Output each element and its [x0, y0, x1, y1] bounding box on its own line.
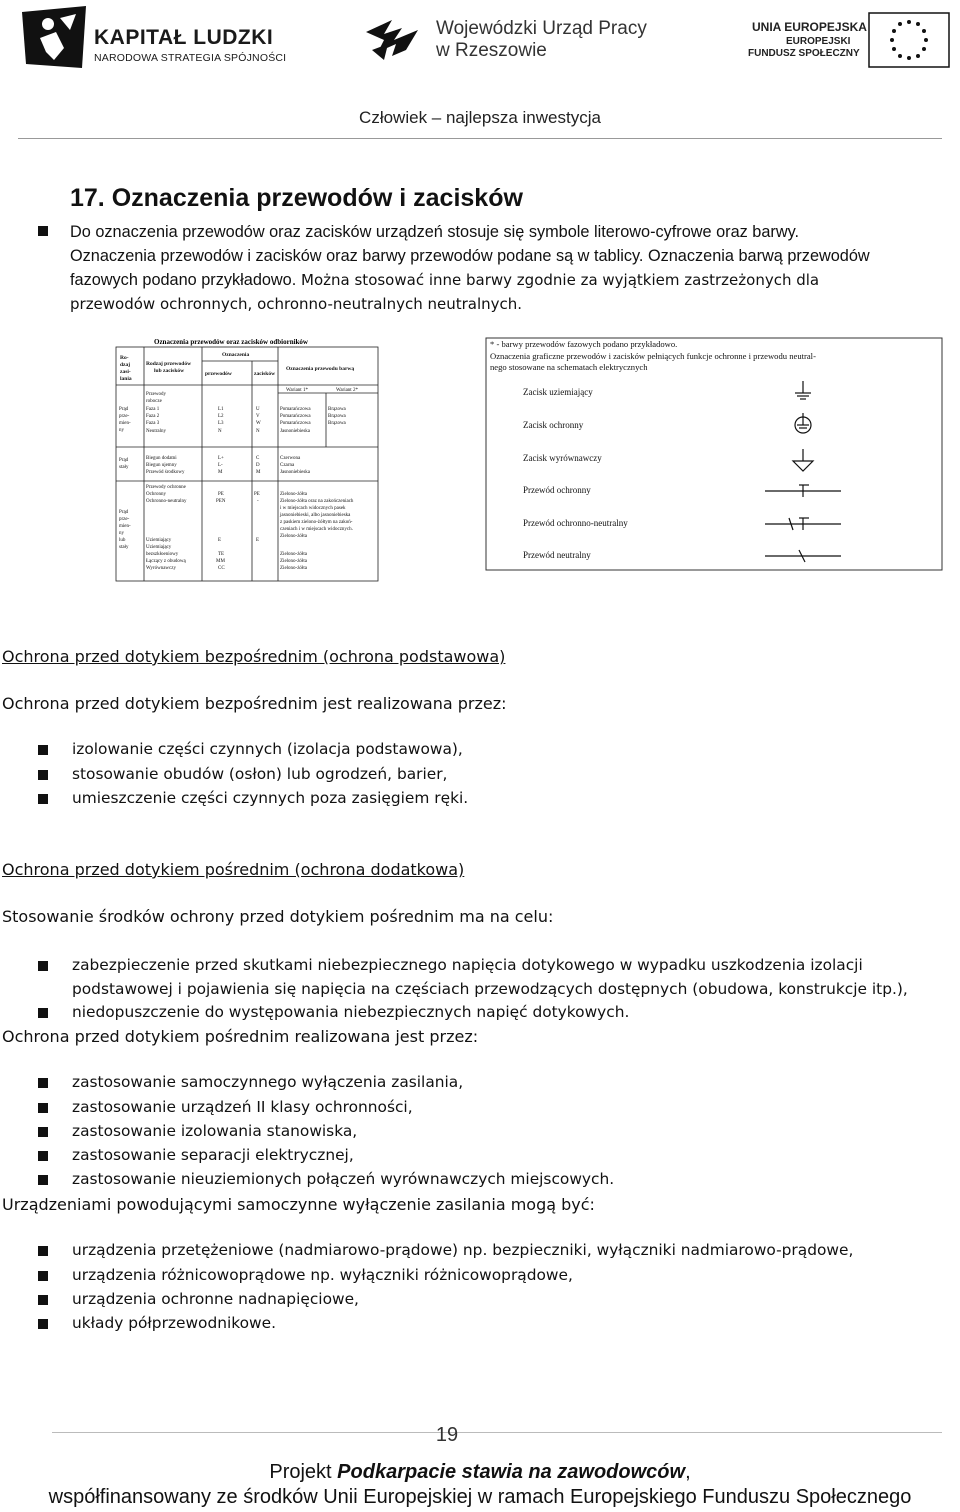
col-rz-1: Ro- — [120, 355, 129, 361]
g2-term-2: D — [256, 463, 260, 468]
indirect-protection-intro: Stosowanie środków ochrony przed dotykiem pośrednim ma na celu: — [2, 907, 554, 926]
bullet-icon — [38, 1175, 48, 1185]
g3-code-3: E — [218, 538, 222, 543]
g1-term-1: U — [256, 407, 260, 412]
g1-code-2: L2 — [218, 414, 224, 419]
g1-w2-1: Brązowa — [328, 407, 346, 412]
symbol-label-5: Przewód ochronno-neutralny — [523, 518, 628, 528]
g3-row-5: Uziemiający — [146, 545, 172, 550]
g2-row-3: Przewód środkowy — [146, 470, 185, 475]
intro-line3-a: fazowych podano przykładowo. — [70, 271, 297, 289]
section-heading: 17. Oznaczenia przewodów i zacisków — [70, 184, 523, 212]
intro-line1: Do oznaczenia przewodów oraz zacisków urządzeń stosuje się symbole literowo-cyfrowe oraz barwy. — [70, 223, 800, 241]
device-item-4: układy półprzewodnikowe. — [72, 1314, 276, 1332]
g3-color-8: Zielono-żółta — [280, 552, 307, 557]
g3-code-1: PE — [218, 492, 224, 497]
g1-row-2: robocze — [146, 399, 162, 404]
g1-code-4: N — [218, 429, 222, 434]
g1-code-3: L3 — [218, 421, 224, 426]
symbol-label-2: Zacisk ochronny — [523, 420, 584, 430]
bullet-icon — [38, 1246, 48, 1256]
g3-row-2: Ochronny — [146, 492, 166, 497]
g3-row-4: Uziemiający — [146, 538, 172, 543]
g3-color-10: Zielono-żółta — [280, 566, 307, 571]
direct-item-2: stosowanie obudów (osłon) lub ogrodzeń, barier, — [72, 765, 448, 783]
footer-divider — [52, 1432, 942, 1433]
wup-name-line2: w Rzeszowie — [436, 40, 547, 61]
g1-term-3: W — [256, 421, 261, 426]
g3-row-1: Przewody ochronne — [146, 485, 186, 490]
realized-item-1: zastosowanie samoczynnego wyłączenia zasilania, — [72, 1073, 464, 1091]
realized-item-3: zastosowanie izolowania stanowiska, — [72, 1122, 358, 1140]
g1-w1-1: Pomarańczowa — [280, 407, 311, 412]
conductor-symbols-figure — [485, 337, 943, 571]
footer-prefix: Projekt — [269, 1461, 338, 1483]
kapital-ludzki-subtitle: NARODOWA STRATEGIA SPÓJNOŚCI — [94, 52, 287, 64]
col-barwa: Oznaczenia przewodu barwą — [286, 366, 355, 372]
g3-color-6: czeniach i w miejscach widocznych. — [280, 527, 353, 532]
intro-line3-b: Można stosować inne barwy zgodnie za wyjątkiem zastrzeżonych dla — [296, 271, 820, 289]
device-item-1: urządzenia przetężeniowe (nadmiarowo-prądowe) np. bezpieczniki, wyłączniki nadmiarowo-prądowe, — [72, 1241, 854, 1259]
col-rp-1: Rodzaj przewodów — [146, 361, 192, 367]
col-zaciskow: zacisków — [254, 371, 276, 377]
kapital-ludzki-title: KAPITAŁ LUDZKI — [94, 26, 274, 49]
g2-term-1: C — [256, 456, 260, 461]
wup-logo — [362, 10, 662, 70]
bullet-icon — [38, 1078, 48, 1088]
footer-suffix: , — [685, 1461, 691, 1483]
g3-term-1: PE — [254, 492, 260, 497]
intro-line4: przewodów ochronnych, ochronno-neutralnych neutralnych. — [70, 295, 523, 313]
symbols-note1: * - barwy przewodów fazowych podano przykładowo. — [490, 339, 678, 349]
g1-term-2: V — [256, 414, 260, 419]
g1-w2-2: Brązowa — [328, 414, 346, 419]
g3-code-4: TE — [218, 552, 225, 557]
g3-color-7: Zielono-żółta — [280, 534, 307, 539]
header-divider — [18, 138, 942, 139]
realized-item-2: zastosowanie urządzeń II klasy ochronności, — [72, 1098, 413, 1116]
col-przewodow: przewodów — [205, 371, 232, 377]
g3-term-3: E — [256, 538, 260, 543]
devices-intro: Urządzeniami powodującymi samoczynne wyłączenie zasilania mogą być: — [2, 1195, 595, 1214]
g1-row-4: Faza 2 — [146, 414, 160, 419]
g1-row-1: Przewody — [146, 392, 166, 397]
intro-paragraph — [70, 220, 950, 316]
g1-row-5: Faza 3 — [146, 421, 160, 426]
g1-label-2: prze- — [119, 414, 130, 419]
device-item-2: urządzenia różnicowoprądowe np. wyłączniki różnicowoprądowe, — [72, 1266, 573, 1284]
g3-label-2: prze- — [119, 517, 130, 522]
indirect-goal-1-line2: podstawowej i pojawienia się napięcia na częściach przewodzących dostępnych (obudowa, konstrukcje itp.), — [72, 980, 908, 998]
g2-label-2: stały — [119, 465, 129, 470]
g3-code-2: PEN — [216, 499, 226, 504]
col-rp-2: lub zacisków — [154, 368, 185, 374]
g3-row-6: bezszkłoeniowy — [146, 552, 179, 557]
g3-row-7: Łączący z obudową — [146, 559, 186, 564]
footer-project-title: Podkarpacie stawia na zawodowców — [337, 1461, 686, 1483]
g1-w2-3: Brązowa — [328, 421, 346, 426]
intro-line2: Oznaczenia przewodów i zacisków oraz barwy przewodów podane są w tablicy. Oznaczenia barwą przewodów — [70, 247, 870, 265]
g3-row-8: Wyrównawczy — [146, 566, 176, 571]
bullet-icon — [38, 1127, 48, 1137]
g3-label-4: ny — [119, 531, 124, 536]
bullet-icon — [38, 1319, 48, 1329]
symbols-note2: Oznaczenia graficzne przewodów i zacisków pełniących funkcje ochronne i przewodu neutral- — [490, 351, 816, 361]
bullet-icon — [38, 226, 48, 236]
indirect-protection-heading: Ochrona przed dotykiem pośrednim (ochrona dodatkowa) — [2, 860, 465, 879]
g1-label-3: mien- — [119, 421, 131, 426]
indirect-realized-intro: Ochrona przed dotykiem pośrednim realizowana jest przez: — [2, 1027, 479, 1046]
realized-item-4: zastosowanie separacji elektrycznej, — [72, 1146, 354, 1164]
g2-code-1: L+ — [218, 456, 224, 461]
symbol-label-3: Zacisk wyrównawczy — [523, 453, 602, 463]
direct-item-1: izolowanie części czynnych (izolacja podstawowa), — [72, 740, 463, 758]
g1-w1-4: Jasnoniebieska — [280, 429, 310, 434]
bullet-icon — [38, 770, 48, 780]
direct-protection-intro: Ochrona przed dotykiem bezpośrednim jest realizowana przez: — [2, 694, 507, 713]
bullet-icon — [38, 745, 48, 755]
g1-row-6: Neutralny — [146, 429, 166, 434]
footer-cofinancing-line: współfinansowany ze środków Unii Europejskiej w ramach Europejskiego Funduszu Społecznego — [48, 1486, 912, 1508]
footer-project-line — [0, 1461, 960, 1484]
g3-label-6: stały — [119, 545, 129, 550]
g1-term-4: N — [256, 429, 260, 434]
device-item-3: urządzenia ochronne nadnapięciowe, — [72, 1290, 359, 1308]
bullet-icon — [38, 1103, 48, 1113]
g3-label-1: Prąd — [119, 510, 129, 515]
g2-row-1: Biegun dodatni — [146, 456, 177, 461]
ue-line1: UNIA EUROPEJSKA — [752, 20, 867, 34]
page-number: 19 — [435, 1424, 459, 1446]
g3-color-9: Zielono-żółta — [280, 559, 307, 564]
g2-row-2: Biegun ujemny — [146, 463, 177, 468]
conductor-markings-table — [114, 337, 380, 583]
indirect-goal-1-line1: zabezpieczenie przed skutkami niebezpiecznego napięcia dotykowego w wypadku uszkodzenia izolacji — [72, 956, 863, 974]
g1-w1-2: Pomarańczowa — [280, 414, 311, 419]
g1-label-1: Prąd — [119, 407, 129, 412]
g3-color-5: z paskiem zielono-żółtym na zakoń- — [280, 520, 353, 525]
kapital-ludzki-emblem-icon — [20, 4, 90, 70]
wup-name-line1: Wojewódzki Urząd Pracy — [436, 18, 647, 39]
ue-line3: FUNDUSZ SPOŁECZNY — [748, 48, 860, 59]
g3-code-6: CC — [218, 566, 225, 571]
g2-label-1: Prąd — [119, 458, 129, 463]
g2-term-3: M — [256, 470, 261, 475]
g3-code-5: MM — [216, 559, 225, 564]
direct-item-3: umieszczenie części czynnych poza zasięgiem ręki. — [72, 789, 469, 807]
symbol-label-6: Przewód neutralny — [523, 550, 591, 560]
direct-protection-heading: Ochrona przed dotykiem bezpośrednim (ochrona podstawowa) — [2, 647, 506, 666]
tagline: Człowiek – najlepsza inwestycja — [359, 108, 601, 127]
table-title: Oznaczenia przewodów oraz zacisków odbiorników — [154, 338, 308, 346]
col-rz-2: dzaj — [120, 362, 131, 368]
bullet-icon — [38, 1151, 48, 1161]
g3-row-3: Ochronno-neutralny — [146, 499, 187, 504]
g3-color-3: i w miejscach widocznych pasek — [280, 506, 346, 511]
ue-line2: EUROPEJSKI — [786, 36, 851, 47]
intro-line3 — [70, 268, 950, 292]
g1-code-1: L1 — [218, 407, 224, 412]
g3-label-5: lub — [119, 538, 126, 543]
g3-term-2: - — [257, 499, 259, 504]
symbol-label-1: Zacisk uziemiający — [523, 387, 593, 397]
symbol-label-4: Przewód ochronny — [523, 485, 591, 495]
wariant2: Wariant 2* — [336, 388, 358, 393]
symbols-note3: nego stosowane na schematach elektrycznych — [490, 362, 648, 372]
g3-color-4: jasnoniebieski, albo jasnoniebieska — [280, 513, 351, 518]
bullet-icon — [38, 1271, 48, 1281]
col-rz-4: lania — [120, 376, 132, 382]
g2-color-2: Czarna — [280, 463, 295, 468]
kapital-ludzki-logo — [20, 4, 300, 70]
col-rz-3: zasi- — [120, 369, 131, 375]
eu-flag-icon — [868, 12, 950, 68]
wariant1: Wariant 1* — [286, 388, 308, 393]
realized-item-5: zastosowanie nieuziemionych połączeń wyrównawczych miejscowych. — [72, 1170, 615, 1188]
g1-label-4: ny — [119, 428, 124, 433]
g2-code-2: L- — [218, 463, 223, 468]
bullet-icon — [38, 1295, 48, 1305]
wup-emblem-icon — [362, 10, 428, 66]
g2-color-3: Jasnoniebieska — [280, 470, 310, 475]
g1-row-3: Faza 1 — [146, 407, 160, 412]
g3-color-2: Zielono-żółta oraz na zakończeniach — [280, 499, 354, 504]
bullet-icon — [38, 1008, 48, 1018]
indirect-goal-2: niedopuszczenie do występowania niebezpiecznych napięć dotykowych. — [72, 1003, 630, 1021]
bullet-icon — [38, 961, 48, 971]
col-oznaczenia: Oznaczenia — [222, 352, 250, 358]
bullet-icon — [38, 794, 48, 804]
ue-efs-logo — [748, 8, 948, 68]
g3-label-3: mien- — [119, 524, 131, 529]
g2-code-3: M — [218, 470, 223, 475]
g2-color-1: Czerwona — [280, 456, 301, 461]
g3-color-1: Zielono-żółta — [280, 492, 307, 497]
g1-w1-3: Pomarańczowa — [280, 421, 311, 426]
